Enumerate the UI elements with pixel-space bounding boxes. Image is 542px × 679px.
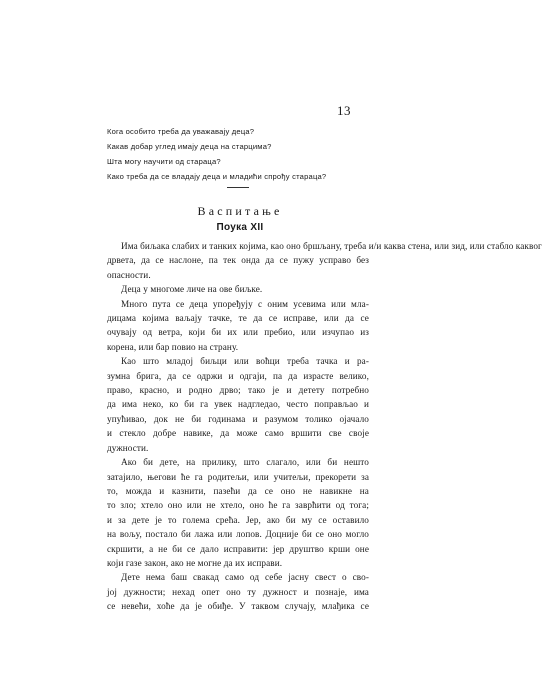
body-line: јој дужности; нехад опет оно ту дужност и познаје, има [107, 586, 369, 597]
body-line: зумна брига, да се одржи и одгаји, па да израсте велико, [107, 370, 369, 381]
body-line: то, можда и казнити, пазећи да се оно не навикне на [107, 485, 369, 496]
page-number: 13 [337, 103, 351, 118]
review-questions [107, 124, 357, 184]
section-divider [227, 187, 249, 188]
question-line: Како треба да се владају деца и младићи спрођу стараца? [107, 172, 327, 181]
body-text [107, 239, 542, 614]
question-line: Шта могу научити од стараца? [107, 157, 221, 166]
body-line: да има неко, ко би га увек надгледао, често поправљао и [107, 399, 369, 410]
body-line: на вољу, постало би лажа или лопов. Доцније би се оно могло [107, 529, 369, 540]
question-line: Кога особито треба да уважавају деца? [107, 127, 255, 136]
body-line: Као што младој биљци или воћци треба тачка и ра- [121, 356, 369, 367]
body-line: који газе закон, ако не могне да их исправи. [107, 557, 283, 568]
body-line: дицама којима ваљају тачке, те да се исправе, или да се [107, 313, 369, 324]
body-line: Има биљака слабих и танких којима, као оно бршљану, треба и/и каква стена, или зид, или стабло каквог [121, 241, 542, 251]
body-line: скршити, а не би се дало исправити: јер друштво крши оне [107, 543, 369, 554]
body-line: право, красно, и родно дрво; тако је и детету потребно [107, 385, 369, 396]
body-line: то зло; хтело оно или не хтело, оно ће га заврћити од тога; [107, 500, 369, 511]
lesson-subtitle: Поука XII [216, 222, 264, 233]
body-line: и за дете је то голема срећа. Јер, ако би му се оставило [107, 514, 369, 525]
body-line: Деца у многоме личе на ове биљке. [121, 284, 263, 295]
section-title: Васпитање [197, 204, 283, 218]
body-line: Ако би дете, на прилику, што слагало, или би нешто [121, 457, 369, 468]
body-line: се невећи, хоће да је обиђе. У таквом случају, млађика се [107, 601, 369, 612]
body-line: дрвета, да се наслоне, па тек онда да се пужу уcправо без [107, 255, 369, 266]
body-line: корена, или бар повио на страну. [107, 341, 239, 352]
body-line: Много пута се деца упоређују с оним усевима или мла- [121, 298, 369, 309]
body-line: упућивао, док не би годинама и разумом толико ојачало [107, 413, 369, 424]
question-line: Какав добар углед имају деца на старцима? [107, 142, 272, 151]
body-line: затајило, његови ће га родитељи, или учитељи, прекорети за [107, 471, 369, 482]
body-line: дужности. [107, 442, 149, 453]
body-line: и стекло добре навике, да може само вршити све своје [107, 428, 369, 439]
body-line: опасности. [107, 269, 151, 280]
body-line: очувају од ветра, који би их или пребио, или изчупао из [107, 327, 369, 338]
body-line: Дете нема баш свакад само од себе јасну свест о сво- [121, 572, 369, 583]
